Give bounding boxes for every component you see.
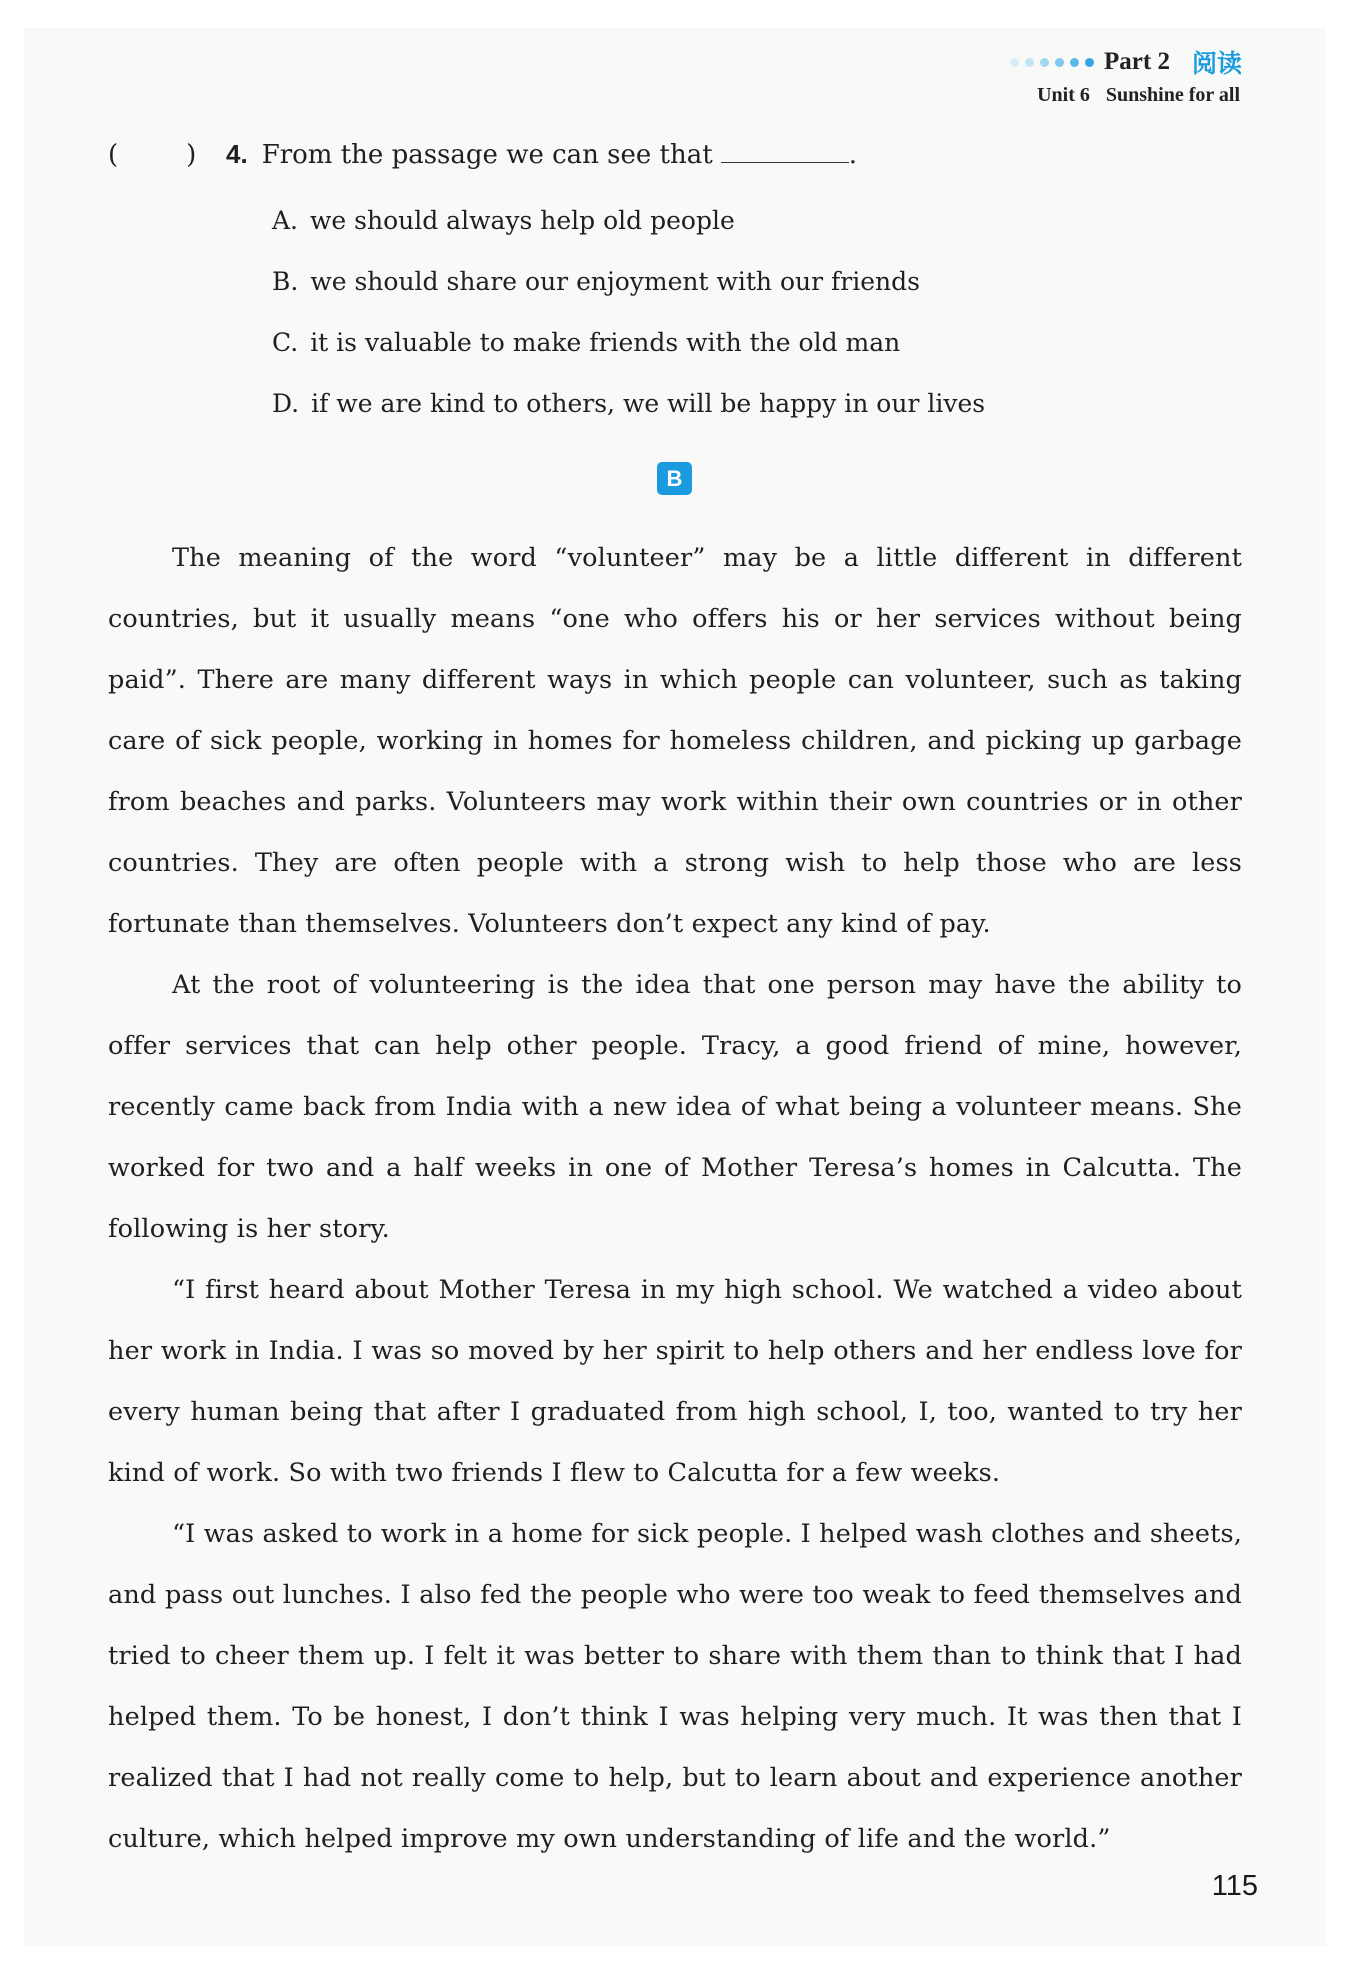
option-text: we should share our enjoyment with our friends	[310, 267, 920, 296]
dot-icon	[1070, 58, 1079, 67]
unit-number: Unit 6	[1037, 84, 1090, 106]
part-chinese-label: 阅读	[1191, 49, 1242, 78]
option-letter: C.	[272, 328, 299, 357]
option-text: we should always help old people	[310, 206, 735, 235]
answer-blank	[721, 138, 849, 163]
passage-paragraph: “I was asked to work in a home for sick people. I helped wash clothes and sheets, and pass out lunches. I also fed the people who were too weak to feed themselves and tried to cheer them up. I felt it was better to share with them than to think that I had helped them. To be honest, I don’t think I was helping very much. It was then that I realized that I had not really come to help, but to learn about and experience another culture, which helped improve my own understanding of life and the world.”	[108, 1519, 1242, 1854]
dot-icon	[1085, 58, 1094, 67]
passage-paragraph: “I first heard about Mother Teresa in my high school. We watched a video about her work in India. I was so moved by her spirit to help others and her endless love for every human being that after I graduated from high school, I, too, wanted to try her kind of work. So with two friends I flew to Calcutta for a few weeks.	[108, 1275, 1242, 1488]
option-text: it is valuable to make friends with the old man	[310, 328, 901, 357]
option-letter: A.	[272, 206, 299, 235]
unit-title: Sunshine for all	[1105, 84, 1240, 106]
question-stem: From the passage we can see that	[261, 140, 713, 170]
option-b[interactable]	[272, 251, 985, 312]
option-c[interactable]	[272, 312, 985, 373]
option-letter: D.	[272, 389, 300, 418]
section-badge: B	[657, 462, 692, 495]
running-header	[1004, 44, 1242, 80]
answer-parentheses[interactable]: ( )	[108, 140, 197, 170]
part-label: Part 2	[1104, 48, 1170, 75]
reading-passage	[108, 528, 1242, 1870]
dot-icon	[1055, 58, 1064, 67]
dot-icon	[1010, 58, 1019, 67]
option-letter: B.	[272, 267, 299, 296]
passage-paragraph: At the root of volunteering is the idea that one person may have the ability to offer services that can help other people. Tracy, a good friend of mine, however, recently came back from India with a new idea of what being a volunteer means. She worked for two and a half weeks in one of Mother Teresa’s homes in Calcutta. The following is her story.	[108, 970, 1242, 1244]
dot-icon	[1040, 58, 1049, 67]
dot-icon	[1025, 58, 1034, 67]
unit-header	[1037, 84, 1240, 107]
option-text: if we are kind to others, we will be happy in our lives	[311, 389, 986, 418]
page-number: 115	[1211, 1870, 1258, 1902]
option-a[interactable]	[272, 190, 985, 251]
decorative-dots	[1004, 58, 1094, 67]
answer-options	[272, 190, 985, 434]
option-d[interactable]	[272, 373, 985, 434]
passage-paragraph: The meaning of the word “volunteer” may be a little different in different countries, but it usually means “one who offers his or her services without being paid”. There are many different ways in which people can volunteer, such as taking care of sick people, working in homes for homeless children, and picking up garbage from beaches and parks. Volunteers may work within their own countries or in other countries. They are often people with a strong wish to help those who are less fortunate than themselves. Volunteers don’t expect any kind of pay.	[108, 543, 1242, 939]
question-4: ( ) 4. From the passage we can see that .	[108, 139, 857, 170]
question-number: 4.	[226, 139, 248, 169]
